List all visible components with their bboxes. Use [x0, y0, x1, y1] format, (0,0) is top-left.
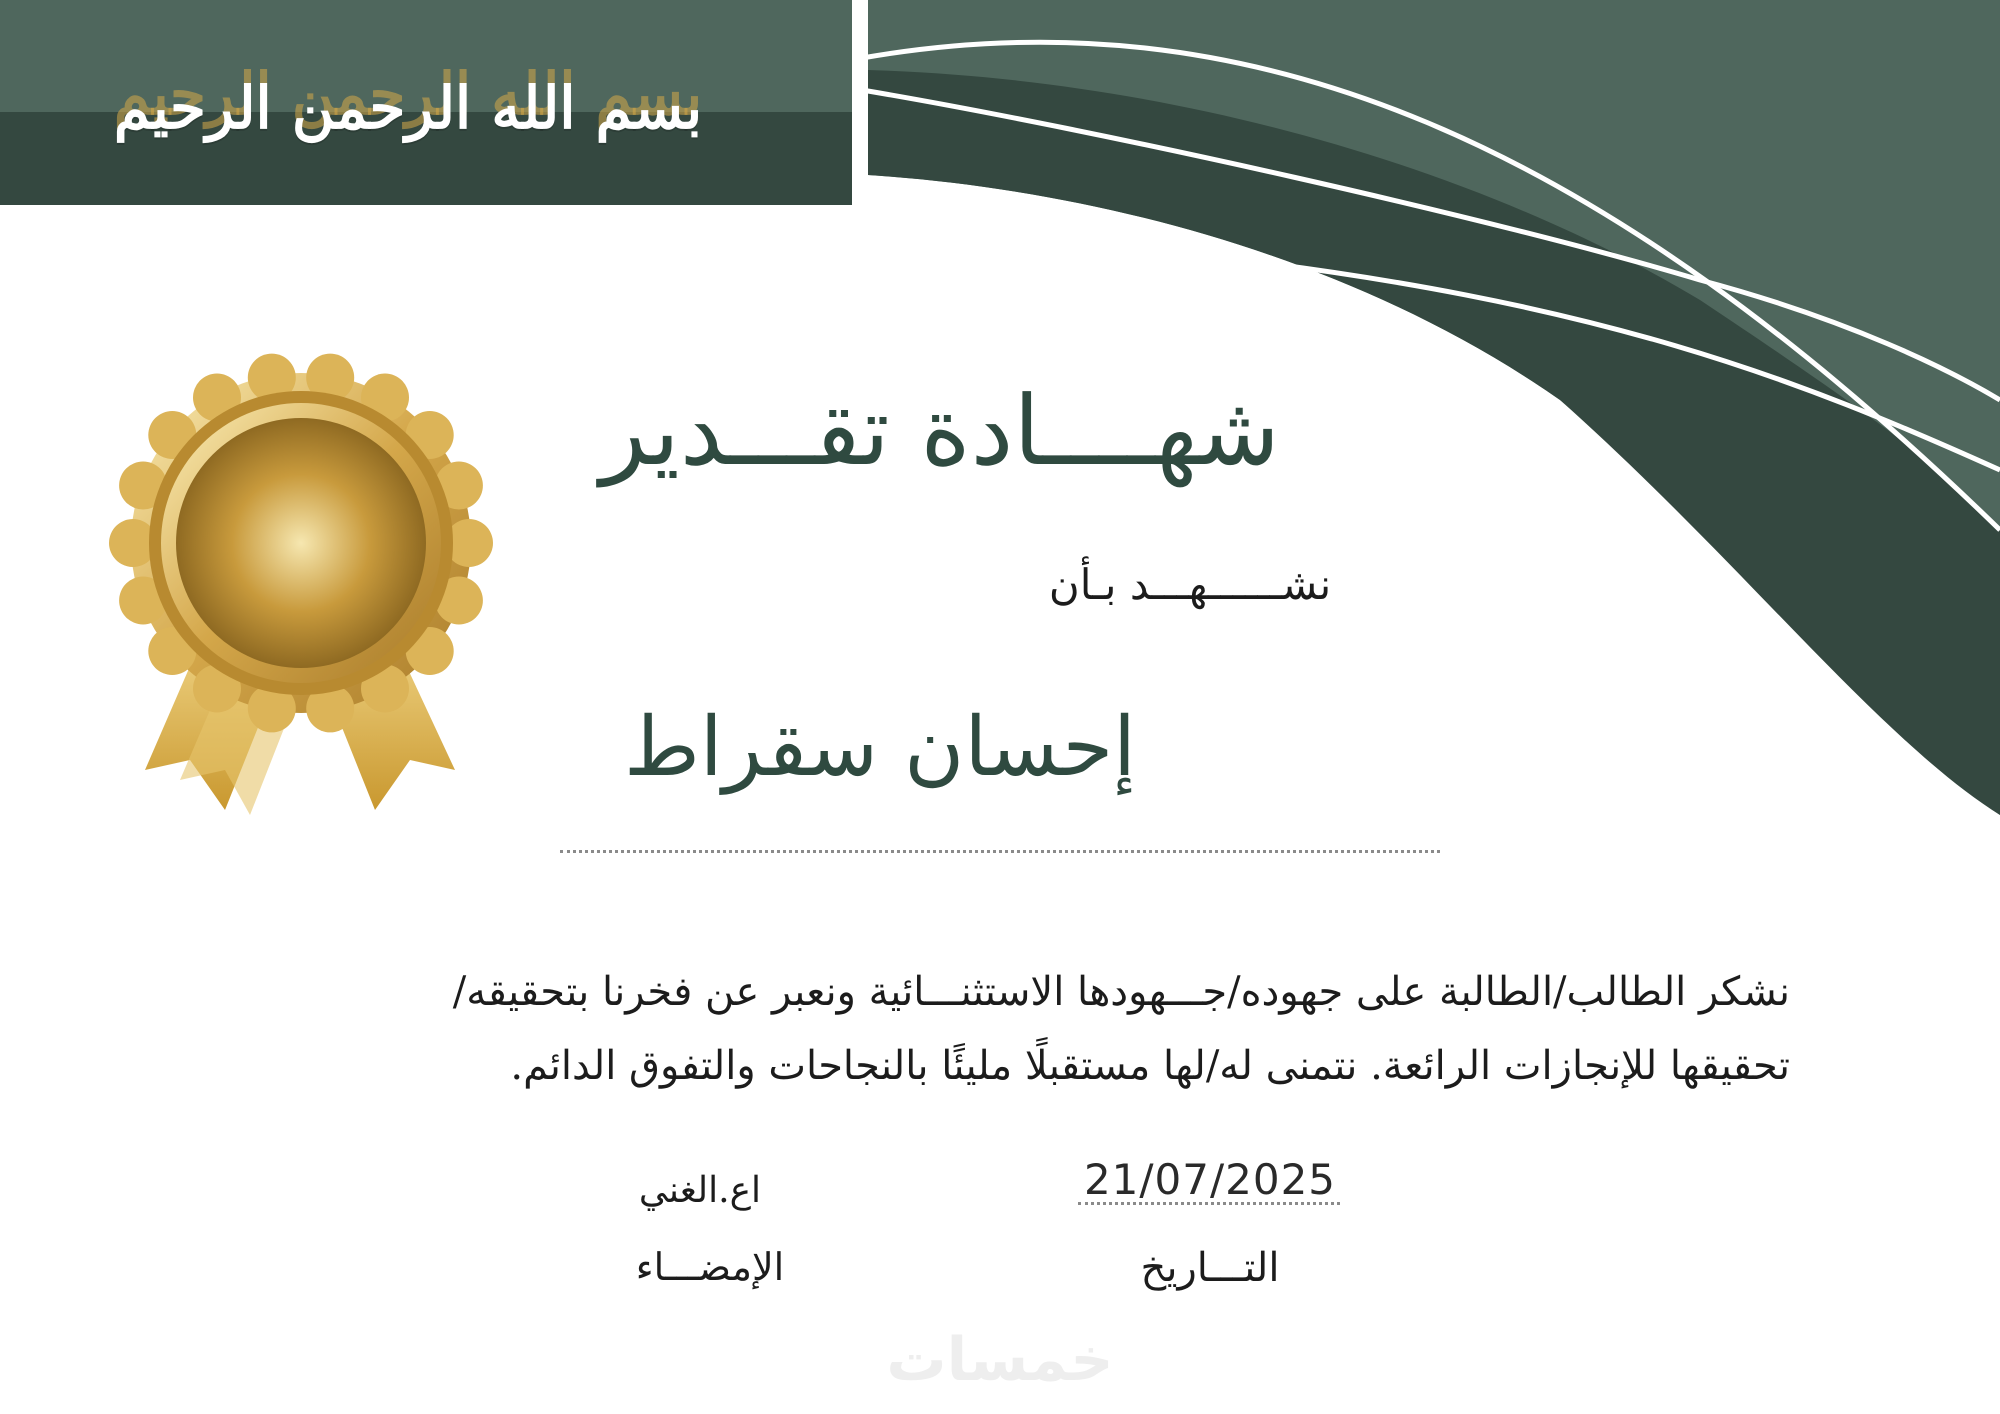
name-underline: [560, 850, 1440, 853]
appreciation-paragraph: [200, 955, 1790, 1103]
paragraph-line: تحقيقها للإنجازات الرائعة. نتمنى له/لها مستقبلًا مليئًا بالنجاحات والتفوق الدائم.: [510, 1043, 1790, 1089]
medal-icon: [109, 354, 493, 733]
watermark-logo: خمسات: [886, 1325, 1114, 1395]
date-label: التـــاريخ: [1140, 1245, 1280, 1291]
attest-line: نشــــــهـــد بـأن: [1048, 560, 1332, 609]
certificate-title: شهــــادة تقـــدير: [600, 375, 1280, 487]
signature-value: اع.الغني: [638, 1170, 762, 1211]
date-underline: [1078, 1202, 1340, 1205]
paragraph-line: نشكر الطالب/الطالبة على جهوده/جـــهودها الاستثنـــائية ونعبر عن فخرنا بتحقيقه/: [452, 969, 1790, 1015]
recipient-name: إحسان سقراط: [624, 700, 1136, 795]
date-value: 21/07/2025: [1083, 1155, 1337, 1204]
basmala-calligraphy: بسم الله الرحمن الرحيم: [113, 74, 703, 142]
header-divider: [852, 0, 858, 205]
signature-label: الإمضـــاء: [635, 1245, 785, 1289]
